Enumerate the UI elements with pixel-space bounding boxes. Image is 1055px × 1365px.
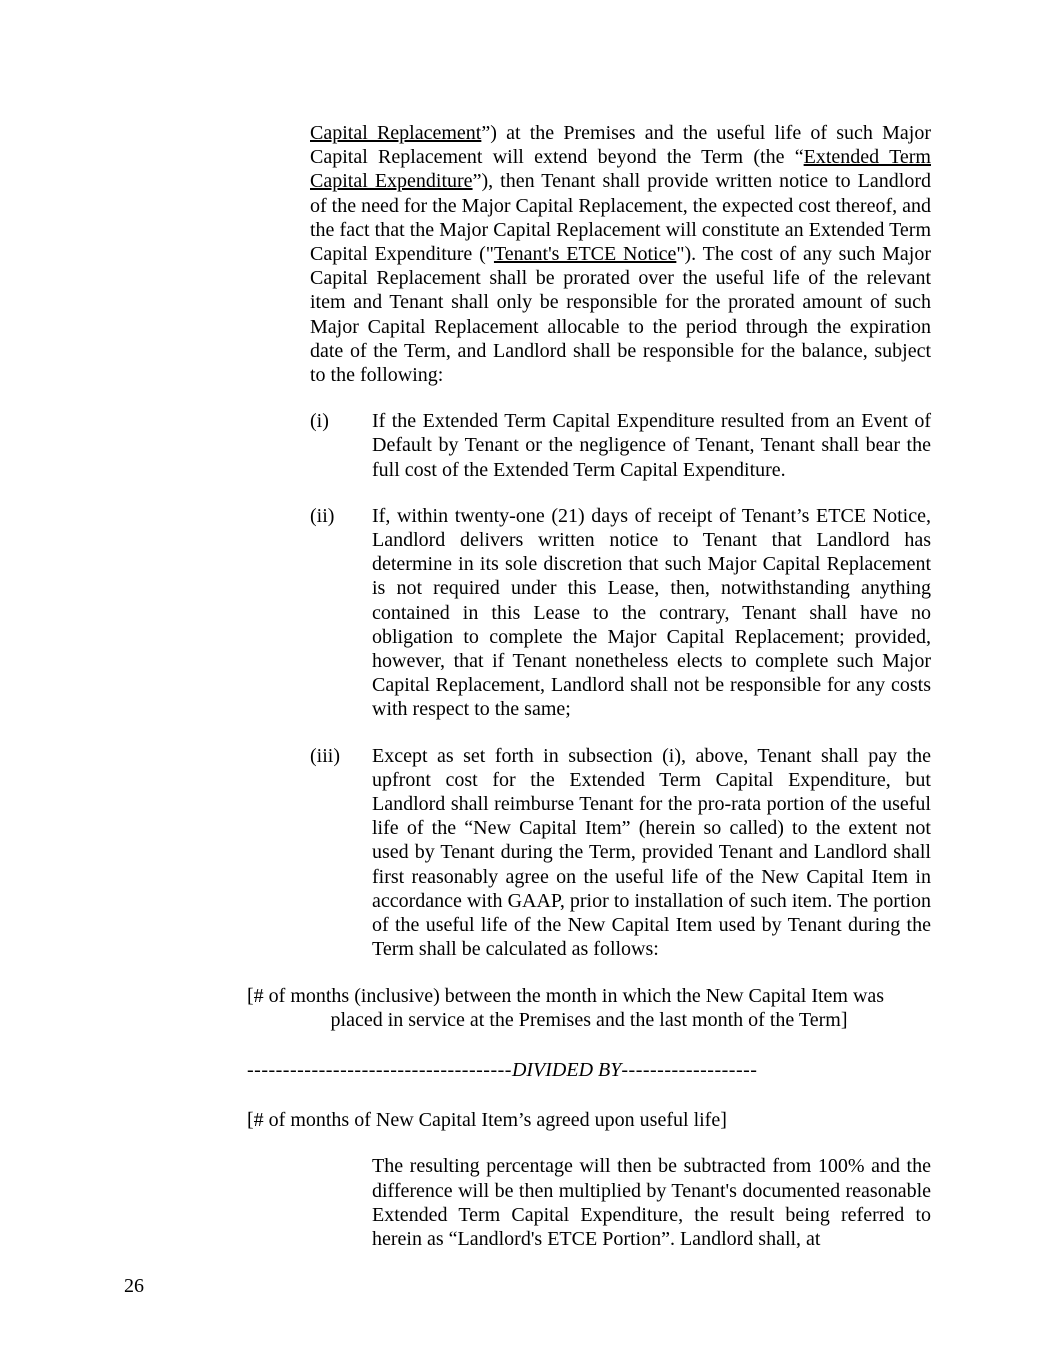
- list-item-text: Except as set forth in subsection (i), above, Tenant shall pay the upfront cost for the Extended Term Capital Expenditure, but Landlord shall reimburse Tenant for the pro-rata portion of the useful life of the “New Capital Item” (herein so called) to the extent not used by Tenant during the Term, provided Tenant and Landlord shall first reasonably agree on the useful life of the New Capital Item in accordance with GAAP, prior to installation of such item. The portion of the useful life of the New Capital Item used by Tenant during the Term shall be calculated as follows:: [372, 744, 931, 961]
- underlined-term: Tenant's ETCE Notice: [493, 243, 677, 266]
- underlined-term: Extended Term Capital Expenditure: [310, 146, 931, 193]
- intro-paragraph: [310, 121, 931, 387]
- list-item-label: (ii): [310, 504, 335, 527]
- formula-numerator-line-2: placed in service at the Premises and the last month of the Term]: [330, 1008, 848, 1031]
- list-item-ii: [310, 504, 931, 722]
- document-body: [0, 121, 1055, 1251]
- list-item-label: (iii): [310, 744, 340, 767]
- list-item-iii: [310, 744, 931, 962]
- formula-numerator: [247, 984, 931, 1032]
- divider-dashes-left: -------------------------------------: [247, 1058, 512, 1081]
- list-item-text: If, within twenty-one (21) days of receipt of Tenant’s ETCE Notice, Landlord delivers written notice to Tenant that Landlord has determine in its sole discretion that such Major Capital Replacement is not required under this Lease, then, notwithstanding anything contained in this Lease to the contrary, Tenant shall have no obligation to complete the Major Capital Replacement; provided, however, that if Tenant nonetheless elects to complete such Major Capital Replacement, Landlord shall not be responsible for any costs with respect to the same;: [372, 504, 931, 721]
- underlined-term: Capital Replacement: [310, 122, 482, 144]
- list-item-text: If the Extended Term Capital Expenditure resulted from an Event of Default by Tenant or the negligence of Tenant, Tenant shall bear the full cost of the Extended Term Capital Expenditure.: [372, 410, 931, 481]
- closing-paragraph: The resulting percentage will then be subtracted from 100% and the difference will be then multiplied by Tenant's documented reasonable Extended Term Capital Expenditure, the result being referred to herein as “Landlord's ETCE Portion”. Landlord shall, at: [372, 1155, 931, 1250]
- divided-by-line: [247, 1058, 931, 1082]
- formula-denominator: [# of months of New Capital Item’s agreed upon useful life]: [247, 1109, 727, 1132]
- text-run: "). The cost of any such Major Capital Replacement shall be prorated over the useful life of the relevant item and Tenant shall only be responsible for the prorated amount of such Major Capital Replacement allocable to the period through the expiration date of the Term, and Landlord shall be responsible for the balance, subject to the following:: [310, 243, 931, 387]
- list-item-i: [310, 409, 931, 482]
- text-run: ”), then Tenant shall provide written notice to Landlord of the need for the Major Capital Replacement, the expected cost thereof, and the fact that the Major Capital Replacement will constitute an Extended Term Capital Expenditure (": [310, 170, 931, 266]
- page-number: 26: [124, 1275, 144, 1297]
- list-item-label: (i): [310, 410, 329, 433]
- text-run: ”) at the Premises and the useful life of such Major Capital Replacement will extend beyond the Term (the “: [310, 122, 931, 169]
- divider-dashes-right: -------------------: [621, 1058, 758, 1081]
- divided-by-label: DIVIDED BY: [511, 1058, 622, 1081]
- formula-numerator-line-1: [# of months (inclusive) between the month in which the New Capital Item was: [247, 984, 885, 1007]
